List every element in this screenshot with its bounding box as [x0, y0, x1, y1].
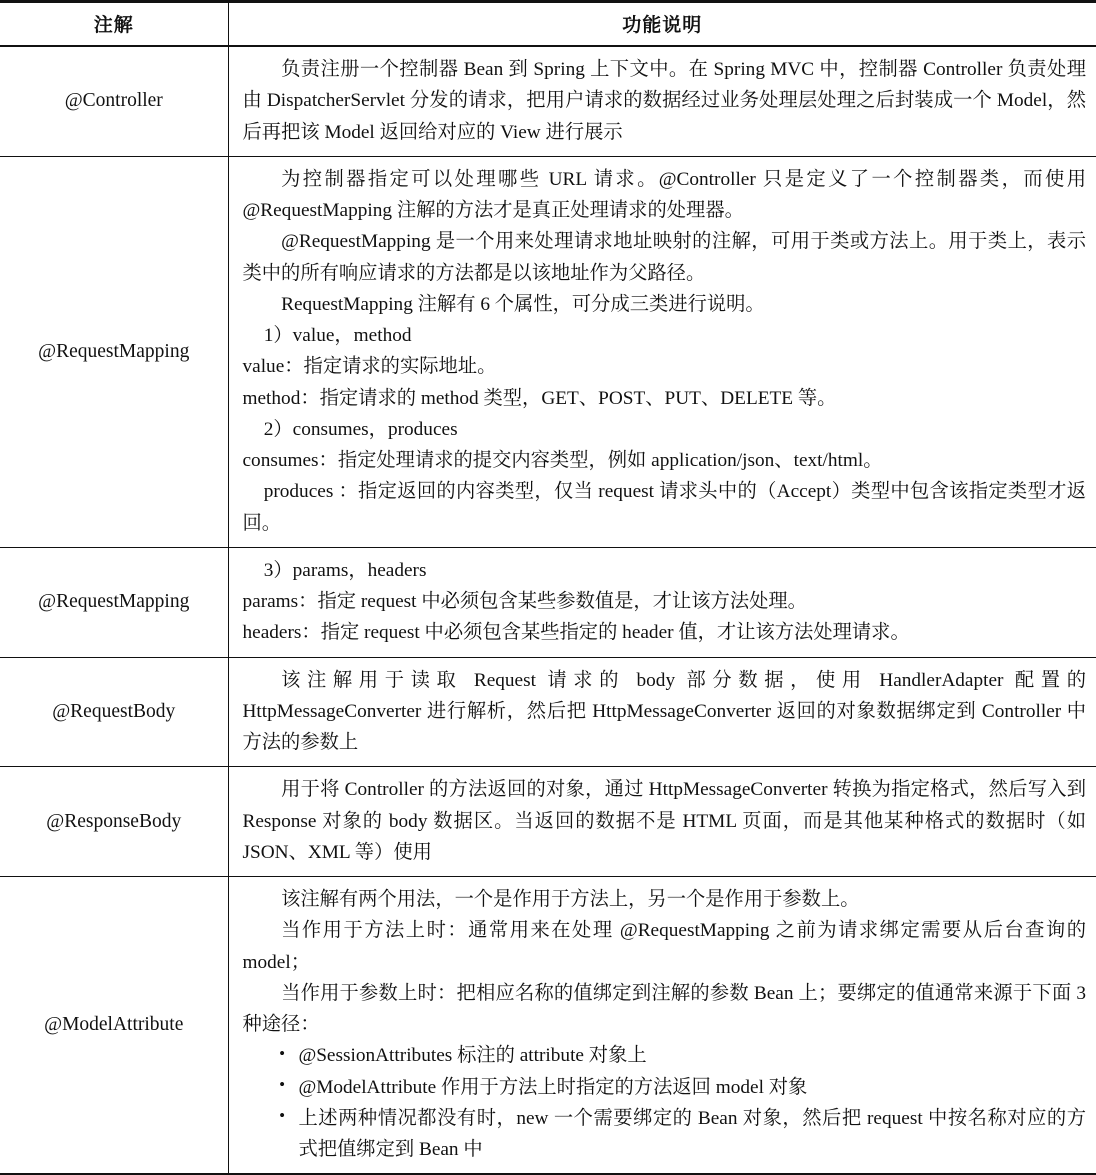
table-header: [0, 2, 1096, 47]
description-paragraph: 负责注册一个控制器 Bean 到 Spring 上下文中。在 Spring MVC 中，控制器 Controller 负责处理由 DispatcherServlet 分发的请求，把用户请求的数据经过业务处理层处理之后封装成一个 Model，然后再把该 Model 返回给对应的 View 进行展示: [242, 59, 1086, 143]
description-paragraph: 该注解用于读取 Request 请求的 body 部分数据，使用 HandlerAdapter 配置的 HttpMessageConverter 进行解析，然后把 HttpMessageConverter 返回的对象数据绑定到 Controller 中方法的参数上: [242, 669, 1086, 753]
table-row: [0, 46, 1096, 156]
annotation-name: @RequestBody: [0, 657, 228, 767]
description-paragraph: 当作用于方法上时：通常用来在处理 @RequestMapping 之前为请求绑定需要从后台查询的 model；: [242, 920, 1086, 973]
description-paragraph: params：指定 request 中必须包含某些参数值是，才让该方法处理。: [242, 591, 807, 612]
list-item: • 上述两种情况都没有时，new 一个需要绑定的 Bean 对象，然后把 request 中按名称对应的方式把值绑定到 Bean 中: [279, 1103, 1086, 1166]
description-paragraph: value：指定请求的实际地址。: [242, 356, 497, 378]
table-row: [0, 657, 1096, 767]
annotation-description: [228, 767, 1096, 877]
annotation-description: [228, 657, 1096, 767]
description-paragraph: 1）value，method: [263, 325, 412, 346]
table-header-row: [0, 2, 1096, 47]
description-paragraph: 该注解有两个用法，一个是作用于方法上，另一个是作用于参数上。: [281, 889, 860, 910]
description-bullet-list: [243, 1040, 1087, 1165]
table-row: [0, 877, 1096, 1175]
description-paragraph: 当作用于参数上时：把相应名称的值绑定到注解的参数 Bean 上；要绑定的值通常来源于下面 3 种途径：: [242, 982, 1086, 1035]
description-paragraph: headers：指定 request 中必须包含某些指定的 header 值，才让该方法处理请求。: [242, 622, 910, 644]
description-paragraph: 为控制器指定可以处理哪些 URL 请求。@Controller 只是定义了一个控制器类，而使用 @RequestMapping 注解的方法才是真正处理请求的处理器。: [242, 168, 1086, 221]
annotation-name: @RequestMapping: [0, 156, 228, 547]
annotation-description: [228, 877, 1096, 1175]
description-paragraph: produces ：指定返回的内容类型，仅当 request 请求头中的（Accept）类型中包含该指定类型才返回。: [242, 481, 1086, 534]
description-paragraph: 2）consumes，produces: [263, 418, 458, 440]
annotation-name: @ResponseBody: [0, 767, 228, 877]
annotation-description: [228, 46, 1096, 156]
annotation-description: [228, 156, 1096, 547]
description-paragraph: consumes：指定处理请求的提交内容类型，例如 application/json、text/html。: [242, 450, 883, 471]
description-paragraph: 用于将 Controller 的方法返回的对象，通过 HttpMessageConverter 转换为指定格式，然后写入到 Response 对象的 body 数据区。当返回的数据不是 HTML 页面，而是其他某种格式的数据时（如 JSON、XML 等）使用: [242, 779, 1086, 863]
list-item: • @ModelAttribute 作用于方法上时指定的方法返回 model 对象: [279, 1072, 1086, 1103]
list-item: • @SessionAttributes 标注的 attribute 对象上: [279, 1040, 1086, 1071]
annotation-name: @Controller: [0, 46, 228, 156]
table-row: [0, 547, 1096, 657]
table-row: [0, 156, 1096, 547]
description-paragraph: method：指定请求的 method 类型，GET、POST、PUT、DELETE 等。: [242, 387, 837, 409]
column-header-annotation: 注解: [0, 2, 228, 47]
annotation-name: @ModelAttribute: [0, 877, 228, 1175]
annotation-description: [228, 547, 1096, 657]
annotation-name: @RequestMapping: [0, 547, 228, 657]
description-paragraph: 3）params，headers: [263, 559, 427, 581]
column-header-description: 功能说明: [228, 2, 1096, 47]
description-paragraph: RequestMapping 注解有 6 个属性，可分成三类进行说明。: [281, 293, 765, 315]
table-body: [0, 46, 1096, 1174]
description-paragraph: @RequestMapping 是一个用来处理请求地址映射的注解，可用于类或方法上。用于类上，表示类中的所有响应请求的方法都是以该地址作为父路径。: [242, 231, 1086, 284]
table-row: [0, 767, 1096, 877]
